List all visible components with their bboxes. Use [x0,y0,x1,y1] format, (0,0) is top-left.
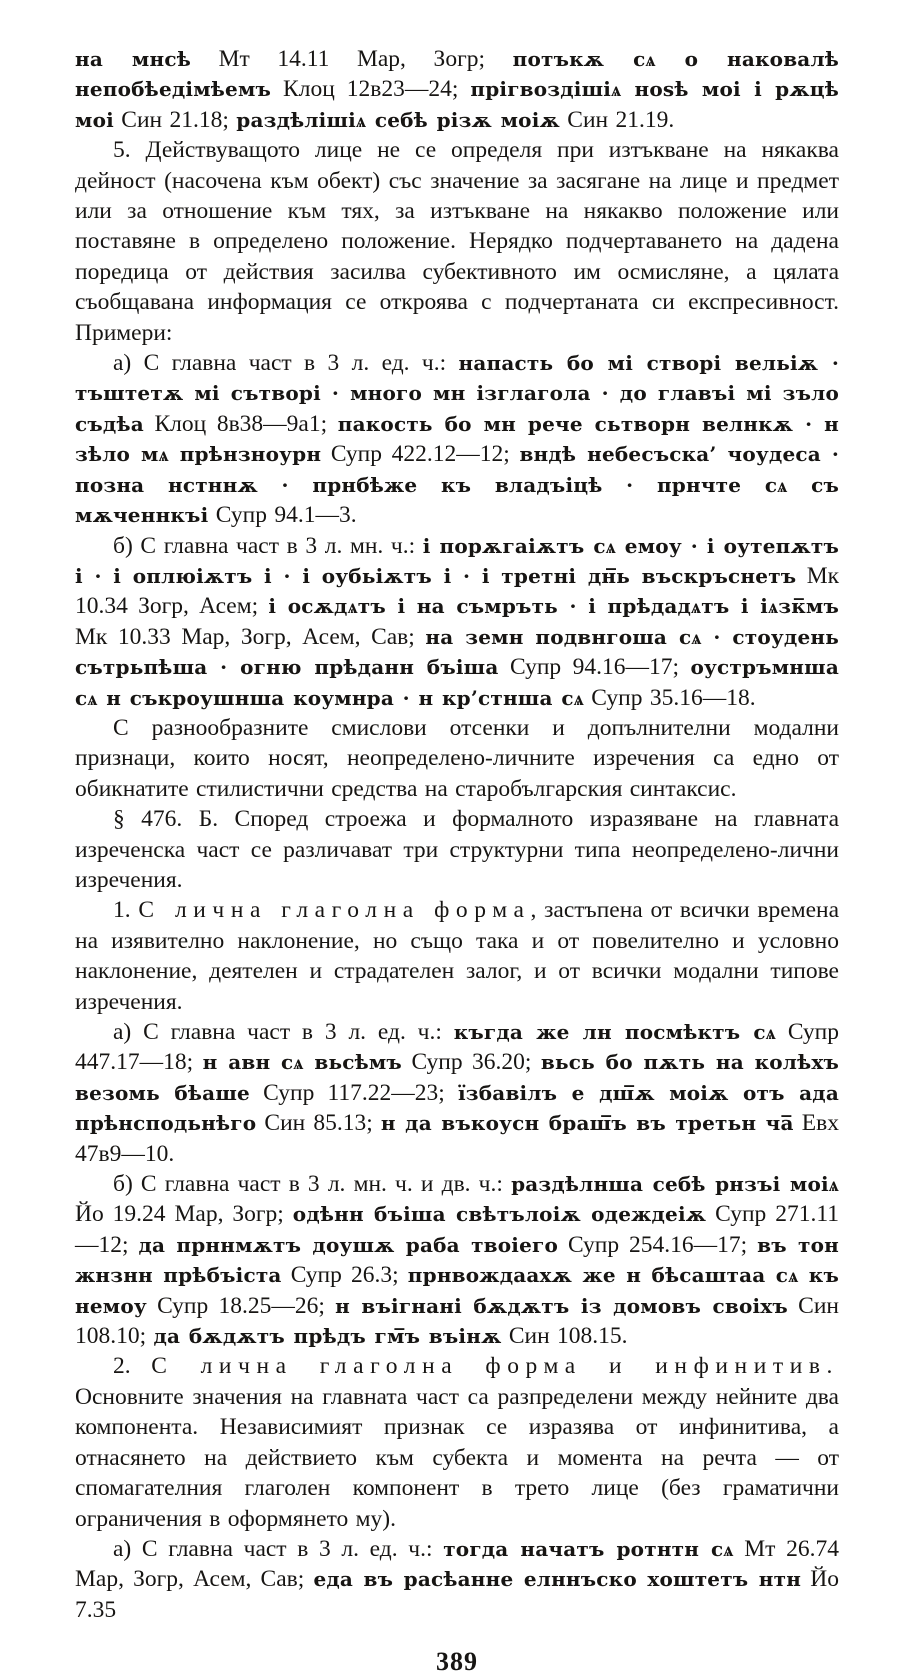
text-run: Супр 271.11—12; [75,1201,839,1258]
text-run: б) С главна част в 3 л. мн. ч. и дв. ч.: [113,1171,512,1198]
old-slavonic-quote: да прннмѫтъ доушѫ раба твоіего [138,1232,559,1257]
text-run: 5. Действуващото лице не се определя при изтъкване на някаква дейност (насочена към обект) със значение за засягане на лице и предмет или за отношение към тях, за изтъкване на някакво положение или поставяне в определено положение. Нерядко подчертаването на дадена поредица от действия засилва субективното им осмисляне, а цялата съобщавана информация се откроява с подчертаната си експресивност. Примери: [75,137,839,346]
text-run: Основните значения на главната част са разпределени между нейните два компонента. Независимият признак се изразява от инфинитива, а отнасянето на действието към субекта и момента на речта — от спомагателния глаголен компонент в трето лице (без граматични ограничения в оформянето му). [75,1383,839,1532]
old-slavonic-quote: прігвоздішіѧ ноѕѣ моі і рѫцѣ моі [75,77,839,132]
text-run: Супр 254.16—17; [558,1231,758,1258]
old-slavonic-quote: і осѫдѧтъ і на съмръть · і прѣдадѧтъ і іѧзк̅мъ [268,594,839,619]
paragraph [75,1534,839,1625]
old-slavonic-quote: къгда же лн посмѣктъ сѧ [453,1020,776,1044]
text-run: Мк 10.34 Зогр, Асем; [75,562,839,620]
text-run: а) С главна част в 3 л. ед. ч.: [113,1019,454,1045]
text-run: Супр 35.16—18. [583,684,756,711]
paragraph [75,1351,839,1533]
emphasized-term: С лична глаголна форма и инфинитив. [151,1353,839,1380]
text-run: Супр 94.16—17; [498,654,691,681]
paragraph [75,804,839,895]
paragraph [75,713,839,804]
old-slavonic-quote: въ тон жнзнн прѣбъіста [75,1232,839,1288]
emphasized-term: С лична глаголна форма [138,897,531,924]
old-slavonic-quote: пакость бо мн рече сьтворн велнкѫ · н зѣло мѧ прѣнзноурн [75,411,839,467]
text-run: Супр 94.1—3. [208,502,357,529]
text-run: Син 108.15. [501,1323,628,1350]
text-run: Йо 7.35 [75,1566,839,1623]
old-slavonic-quote: н въігнані бѫдѫтъ із домовъ своіхъ [335,1293,788,1318]
text-run: , застъпена от всички времена на изявително наклонение, но също така и от повелително и условно наклонение, деятелен и страдателен залог, и от всички модални типове изречения. [75,897,840,1015]
old-slavonic-quote: да бѫдѫтъ прѣдъ гм̅ъ въінѫ [153,1324,502,1349]
paragraph [75,348,839,530]
old-slavonic-quote: н да въкоусн браш̅ъ въ третьн ча̅ [380,1111,794,1136]
text-run: Супр 117.22—23; [249,1079,458,1106]
text-run: а) С главна част в 3 л. ед. ч.: [113,1535,444,1562]
old-slavonic-quote: еда въ расѣанне елннъско хоштетъ нтн [313,1567,802,1592]
old-slavonic-quote: прнвождаахѫ же н бѣсаштаа сѧ къ немоу [75,1263,839,1318]
text-run: Мк 10.33 Мар, Зогр, Асем, Сав; [75,623,426,650]
text-block [75,44,839,1625]
paragraph [75,895,839,1017]
text-run: б) С главна част в 3 л. мн. ч.: [113,532,423,559]
old-slavonic-quote: тогда начатъ ротнтн сѧ [443,1536,734,1561]
text-run: Клоц 8в38—9а1; [143,410,338,437]
text-run: а) С главна част в 3 л. ед. ч.: [113,350,459,377]
text-run: Супр 422.12—12; [321,441,520,468]
old-slavonic-quote: раздѣлішіѧ себѣ різѫ моіѫ [236,107,560,132]
text-run: Син 108.10; [75,1292,840,1350]
text-run: Евх 47в9—10. [75,1110,840,1167]
paragraph [75,1169,839,1351]
old-slavonic-quote: на мнсѣ [75,47,191,71]
book-page [75,44,839,1677]
paragraph [75,44,839,135]
text-run: Син 85.13; [256,1110,381,1137]
paragraph [75,135,839,348]
text-run: Клоц 12в23—24; [271,76,471,103]
text-run: Супр 36.20; [401,1049,541,1076]
old-slavonic-quote: вндѣ небесъска’ чоудеса · позна нстннѫ · прнбѣже къ владъіцѣ · прнчте сѧ съ мѫченнкъі [75,442,839,528]
text-run: Мт 14.11 Мар, Зогр; [190,46,513,72]
text-run: Супр 18.25—26; [146,1292,336,1319]
text-run: С разнообразните смислови отсенки и допълнителни модални признаци, които носят, неопределено-личните изречения са едно от обикнатите стилистични средства на старобългарския синтаксис. [75,714,839,802]
old-slavonic-quote: на земн подвнгоша сѧ · стоудень сътрьпѣша · огню прѣданн бъіша [75,624,839,680]
old-slavonic-quote: їзбавілъ е дш̅ѫ моіѫ отъ ада прѣнсподьнѣго [75,1080,839,1136]
paragraph [75,531,839,713]
text-run: Йо 19.24 Мар, Зогр; [75,1201,293,1228]
paragraph [75,1017,839,1169]
old-slavonic-quote: потъкѫ сѧ о наковалѣ непобѣедімѣемъ [75,47,840,102]
old-slavonic-quote: і порѫгаіѫтъ сѧ емоу · і оутепѫтъ і · і оплюіѫтъ і · і оубьіѫтъ і · і третні дн̅ь въскръснетъ [75,533,839,588]
text-run: Син 21.18; [113,106,237,133]
text-run: Супр 447.17—18; [75,1019,840,1076]
text-run: § 476. Б. Според строежа и формалното изразяване на главната изреченска част се различават три структурни типа неопределено-лични изречения. [75,806,839,893]
text-run: 1. [113,897,139,924]
page-number: 389 [436,1647,478,1677]
text-run: 2. [113,1353,152,1380]
old-slavonic-quote: вьсь бо пѫть на колѣхъ везомь бѣаше [75,1050,840,1105]
text-run: Син 21.19. [559,106,675,133]
old-slavonic-quote: раздѣлнша себѣ рнзъі моіѧ [511,1172,839,1197]
old-slavonic-quote: н авн сѧ вьсѣмъ [202,1050,402,1075]
old-slavonic-quote: напасть бо мі створі вельіѫ · тъштетѫ мі сътворі · много мн ізглагола · до главъі мі зъло съдѣа [75,351,839,436]
text-run: Мт 26.74 Мар, Зогр, Асем, Сав; [75,1535,839,1593]
text-run: Супр 26.3; [281,1262,408,1289]
old-slavonic-quote: оустръмнша сѧ н съкроушнша коумнра · н кр’стнша сѧ [75,655,839,710]
old-slavonic-quote: одѣнн бъіша свѣтълоіѫ одеждеіѫ [292,1202,707,1227]
